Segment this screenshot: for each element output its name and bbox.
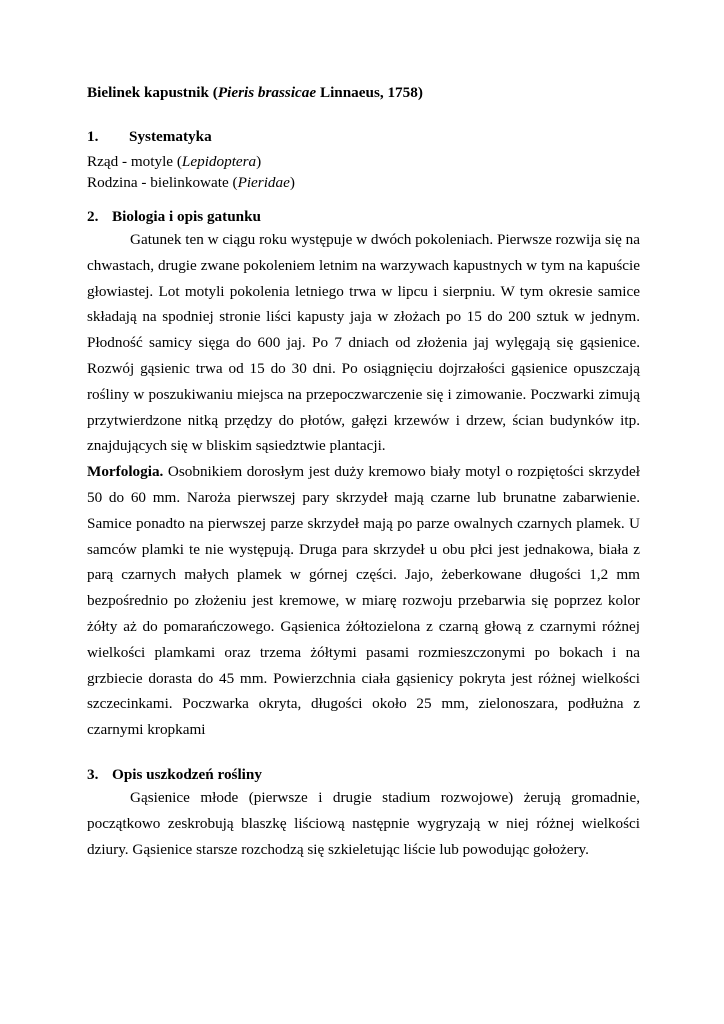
section-1-title: Systematyka [129, 128, 212, 145]
morphology-label: Morfologia. [87, 463, 164, 481]
order-suffix: ) [256, 153, 262, 170]
taxonomy-order [87, 151, 640, 172]
morphology-paragraph [87, 459, 640, 743]
document-page [87, 83, 640, 862]
document-title [87, 83, 640, 103]
order-latin: Lepidoptera [181, 153, 257, 170]
title-latin-name: Pieris brassicae [217, 84, 317, 101]
taxonomy-family [87, 172, 640, 193]
order-label: Rząd - motyle ( [87, 153, 182, 170]
damage-paragraph: Gąsienice młode (pierwsze i drugie stadium rozwojowe) żerują gromadnie, początkowo zeskrobują blaszkę liściową następnie wygryzają w niej różnej wielkości dziury. Gąsienice starsze rozchodzą się szkieletując liście lub powodując gołożery. [87, 788, 640, 858]
family-latin: Pieridae [237, 174, 290, 191]
family-label: Rodzina - bielinkowate ( [87, 174, 238, 191]
section-3-heading [87, 765, 640, 785]
title-suffix: Linnaeus, 1758) [316, 84, 423, 101]
section-3-number: 3. [87, 765, 99, 783]
biology-paragraph: Gatunek ten w ciągu roku występuje w dwóch pokoleniach. Pierwsze rozwija się na chwastach, drugie zwane pokoleniem letnim na warzywach kapustnych w tym na kapuście głowiastej. Lot motyli pokolenia letniego trwa w lipcu i sierpniu. W tym okresie samice składają na spodniej stronie liści kapusty jaja w złożach po 15 do 200 sztuk w jednym. Płodność samicy sięga do 600 jaj. Po 7 dniach od złożenia jaj wylęgają się gąsienice. Rozwój gąsienic trwa od 15 do 30 dni. Po osiągnięciu dojrzałości gąsienice opuszczają rośliny w poszukiwaniu miejsca na przepoczwarczenie się i zimowanie. Poczwarki zimują przytwierdzone nitką przędzy do płotów, gałęzi krzewów i drzew, ścian budynków itp. znajdujących się w bliskim sąsiedztwie plantacji. [87, 231, 640, 455]
section-2-number: 2. [87, 208, 99, 225]
section-1-heading [87, 127, 640, 147]
section-1-number: 1. [87, 128, 99, 145]
title-prefix: Bielinek kapustnik ( [87, 84, 218, 101]
family-suffix: ) [289, 174, 295, 191]
section-2-heading [87, 207, 640, 227]
section-3-title: Opis uszkodzeń rośliny [112, 765, 262, 783]
section-2-title: Biologia i opis gatunku [112, 208, 261, 225]
morphology-text: Osobnikiem dorosłym jest duży kremowo biały motyl o rozpiętości skrzydeł 50 do 60 mm. Naroża pierwszej pary skrzydeł mają czarne lub brunatne zabarwienie. Samice ponadto na pierwszej parze skrzydeł mają po parze owalnych czarnych plamek. U samców plamki te nie występują. Druga para skrzydeł u obu płci jest jednakowa, biała z parą czarnych małych plamek w górnej części. Jajo, żeberkowane długości 1,2 mm bezpośrednio po złożeniu jest kremowe, w miarę rozwoju przebarwia się poprzez kolor żółty aż do pomarańczowego. Gąsienica żółtozielona z czarną głową z czarnymi różnej wielkości plamkami oraz trzema żółtymi pasami rozmieszczonymi po bokach i na grzbiecie dorasta do 45 mm. Powierzchnia ciała gąsienicy pokryta jest różnej wielkości szczecinkami. Poczwarka okryta, długości około 25 mm, zielonoszara, podłużna z czarnymi kropkami [87, 463, 640, 739]
